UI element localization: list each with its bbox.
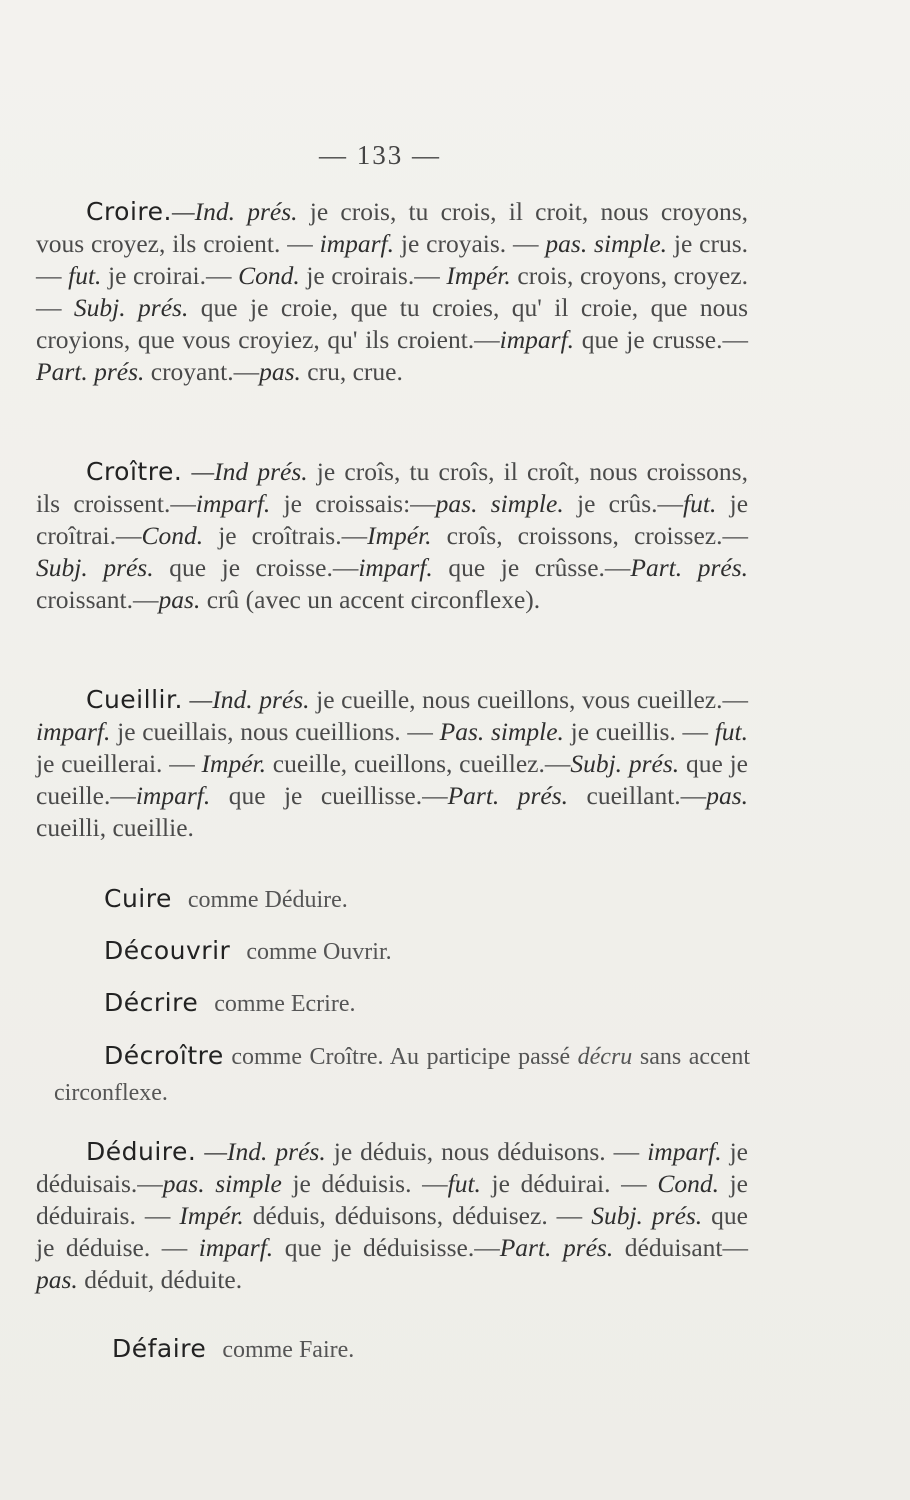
entry-decroitre-text [54, 1038, 750, 1111]
grammar-abbreviation: Cond. [141, 521, 204, 550]
conjugation-text: je croîs, tu croîs, il croît, nous croissons, ils croissent.— [36, 457, 748, 518]
conjugation-text: je déduirais. — [36, 1169, 749, 1230]
conjugation-text: je cueille, nous cueillons, vous cueillez.— [309, 685, 748, 714]
conjugation-text: je croissais:— [270, 489, 436, 518]
grammar-abbreviation: imparf. [135, 781, 211, 810]
conjugation-text: déduis, déduisons, déduisez. — [243, 1201, 592, 1230]
conjugation-text: déduisant— [613, 1233, 748, 1262]
grammar-abbreviation: —Ind. prés. [182, 685, 310, 714]
grammar-abbreviation: imparf. [319, 229, 394, 258]
entry-cueillir-text [36, 684, 748, 844]
entry-headword: Déduire. [86, 1137, 197, 1166]
entry-cueillir [36, 684, 748, 844]
entry-decroitre [54, 1038, 750, 1111]
grammar-abbreviation: Part. prés. [630, 553, 748, 582]
conjugation-text: que je croisse.— [153, 553, 359, 582]
grammar-abbreviation: —Ind. prés. [171, 197, 298, 226]
grammar-abbreviation: imparf. [198, 1233, 274, 1262]
entry-headword: Cueillir. [86, 685, 183, 714]
grammar-abbreviation: Impér. [367, 521, 432, 550]
conjugation-text: que je déduisisse.— [273, 1233, 500, 1262]
grammar-abbreviation: imparf. [358, 553, 433, 582]
conjugation-text: crois, croyons, croyez. — [36, 261, 749, 322]
entry-decrire [104, 988, 754, 1018]
conjugation-text: croîs, croissons, croissez.— [431, 521, 748, 550]
grammar-abbreviation: pas. simple. [545, 229, 668, 258]
grammar-abbreviation: fut. [683, 489, 717, 518]
grammar-abbreviation: Subj. prés. [36, 553, 154, 582]
conjugation-text: cueille, cueillons, cueillez.— [266, 749, 571, 778]
page-number: — 133 — [319, 140, 441, 170]
entry-cuire-text: comme Déduire. [187, 887, 348, 913]
entry-decroitre-body: comme Croître. Au participe passé [231, 1044, 571, 1070]
entry-croire [36, 196, 748, 388]
entry-decouvrir [104, 936, 754, 966]
grammar-abbreviation: pas. simple [162, 1169, 282, 1198]
entry-decroitre-tail: sans accent circonflexe. [54, 1044, 751, 1106]
conjugation-text: cru, crue. [300, 357, 403, 386]
grammar-abbreviation: imparf. [195, 489, 271, 518]
conjugation-text: je cueillais, nous cueillions. — [110, 717, 440, 746]
grammar-abbreviation: imparf. [499, 325, 575, 354]
grammar-abbreviation: Impér. [179, 1201, 244, 1230]
grammar-abbreviation: fut. [447, 1169, 481, 1198]
grammar-abbreviation: pas. [36, 1265, 78, 1294]
grammar-abbreviation: pas. [158, 585, 201, 614]
entry-croire-text [36, 196, 748, 388]
grammar-abbreviation: Part. prés. [499, 1233, 614, 1262]
entry-decrire-text: comme Ecrire. [214, 991, 356, 1017]
entry-decroitre-head: Décroître [104, 1041, 224, 1070]
conjugation-text: je déduisis. — [281, 1169, 448, 1198]
grammar-abbreviation: pas. [706, 781, 748, 810]
entry-decrire-head: Décrire [104, 988, 199, 1017]
conjugation-text: je croyais. — [394, 229, 546, 258]
grammar-abbreviation: Impér. [446, 261, 511, 290]
entry-decouvrir-head: Découvrir [104, 936, 231, 965]
conjugation-text: je crûs.— [563, 489, 684, 518]
conjugation-text: croyant.— [144, 357, 260, 386]
conjugation-text: croissant.— [36, 585, 159, 614]
entry-defaire-text: comme Faire. [222, 1337, 355, 1363]
entry-deduire-text [36, 1136, 748, 1296]
entry-croitre-text [36, 456, 748, 616]
conjugation-text: je croirais.— [299, 261, 447, 290]
grammar-abbreviation: fut. [68, 261, 102, 290]
grammar-abbreviation: Part. prés. [36, 357, 145, 386]
conjugation-text: je croîtrai.— [36, 489, 749, 550]
conjugation-text: je cueillerai. — [36, 749, 202, 778]
conjugation-text: je crus. — [36, 229, 749, 290]
entry-defaire [112, 1334, 762, 1364]
conjugation-text: cueillant.— [568, 781, 707, 810]
conjugation-text: que je crusse.— [574, 325, 748, 354]
grammar-abbreviation: imparf. [36, 717, 111, 746]
conjugation-text: que je crûsse.— [432, 553, 631, 582]
conjugation-text: je déduirai. — [480, 1169, 658, 1198]
conjugation-text: je cueillis. — [563, 717, 715, 746]
grammar-abbreviation: Subj. prés. [73, 293, 189, 322]
grammar-abbreviation: pas. [259, 357, 301, 386]
grammar-abbreviation: Cond. [238, 261, 300, 290]
conjugation-text: que je croie, que tu croies, qu' il croie, que nous croyions, que vous croyiez, qu' ils croient.— [36, 293, 748, 354]
entry-decroitre-italic: décru [577, 1044, 633, 1070]
conjugation-text: que je déduise. — [36, 1201, 748, 1262]
grammar-abbreviation: Part. prés. [447, 781, 569, 810]
grammar-abbreviation: Pas. simple. [439, 717, 564, 746]
entry-defaire-head: Défaire [112, 1334, 207, 1363]
grammar-abbreviation: Subj. prés. [570, 749, 680, 778]
entry-deduire [36, 1136, 748, 1296]
grammar-abbreviation: Subj. prés. [591, 1201, 703, 1230]
entry-cuire-head: Cuire [104, 884, 172, 913]
grammar-abbreviation: imparf. [647, 1137, 722, 1166]
conjugation-text: je déduis, nous déduisons. — [325, 1137, 648, 1166]
grammar-abbreviation: —Ind. prés. [196, 1137, 326, 1166]
conjugation-text: je croîtrais.— [203, 521, 368, 550]
entry-headword: Croire. [86, 197, 172, 226]
conjugation-text: cueilli, cueillie. [36, 813, 194, 842]
conjugation-text: je déduisais.— [36, 1137, 748, 1198]
conjugation-text: que je cueille.— [36, 749, 748, 810]
entry-headword: Croître. [86, 457, 183, 486]
conjugation-text: déduit, déduite. [77, 1265, 243, 1294]
conjugation-text: je crois, tu crois, il croit, nous croyons, vous croyez, ils croient. — [36, 197, 748, 258]
entry-croitre [36, 456, 748, 616]
grammar-abbreviation: Impér. [201, 749, 266, 778]
grammar-abbreviation: pas. simple. [435, 489, 564, 518]
grammar-abbreviation: Cond. [657, 1169, 719, 1198]
conjugation-text: crû (avec un accent circonflexe). [200, 585, 541, 614]
entry-decouvrir-text: comme Ouvrir. [246, 939, 392, 965]
entry-cuire [104, 884, 754, 914]
conjugation-text: je croirai.— [101, 261, 239, 290]
grammar-abbreviation: —Ind prés. [182, 457, 308, 486]
grammar-abbreviation: fut. [714, 717, 748, 746]
conjugation-text: que je cueillisse.— [210, 781, 448, 810]
